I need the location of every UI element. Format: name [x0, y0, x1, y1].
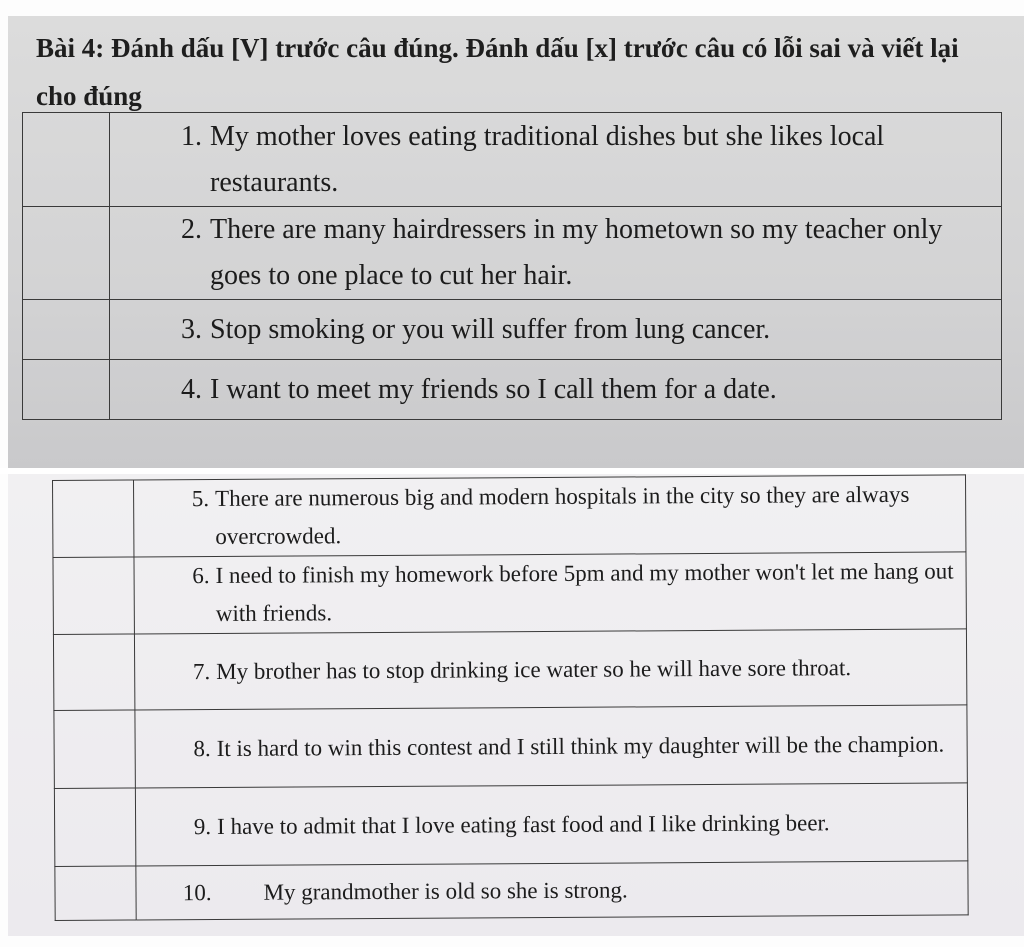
- answer-mark-cell-5[interactable]: [53, 480, 134, 557]
- item-sentence: My brother has to stop drinking ice water so he will have sore throat.: [216, 654, 852, 684]
- item-number: 9.: [193, 813, 212, 839]
- sentence-cell: [110, 113, 1002, 207]
- item-sentence: Stop smoking or you will suffer from lung cancer.: [210, 313, 771, 345]
- exercise-table-2: [52, 474, 969, 921]
- item-number: 7.: [192, 658, 211, 684]
- sentence-cell: [135, 705, 967, 788]
- exercise-heading: Bài 4: Đánh dấu [V] trước câu đúng. Đánh dấu [x] trước câu có lỗi sai và viết lại cho đúng: [36, 33, 959, 111]
- item-sentence: I have to admit that I love eating fast food and I like drinking beer.: [217, 809, 830, 839]
- answer-mark-cell-1[interactable]: [23, 113, 110, 207]
- sentence-cell: [136, 861, 968, 920]
- exercise-table-1: [22, 112, 1002, 420]
- table-row: [54, 705, 967, 789]
- item-number: 3.: [181, 313, 202, 345]
- item-number: 5.: [191, 486, 210, 512]
- item-number: 2.: [181, 214, 202, 245]
- sentence-cell: [110, 207, 1002, 300]
- table-row: [53, 629, 966, 711]
- item-number: 4.: [181, 373, 202, 405]
- item-number: 10.: [182, 879, 212, 905]
- item-sentence: I need to finish my homework before 5pm and my mother won't let me hang out with friends.: [215, 558, 954, 627]
- item-sentence: It is hard to win this contest and I still think my daughter will be the champion.: [216, 731, 945, 761]
- answer-mark-cell-2[interactable]: [23, 207, 110, 300]
- answer-mark-cell-3[interactable]: [23, 300, 110, 360]
- answer-mark-cell-9[interactable]: [54, 788, 135, 866]
- item-sentence: My mother loves eating traditional dishes but she likes local restaurants.: [210, 120, 885, 198]
- table-row: [54, 783, 967, 867]
- answer-mark-cell-8[interactable]: [54, 710, 135, 788]
- answer-mark-cell-7[interactable]: [53, 634, 134, 710]
- sentence-cell: [134, 629, 966, 710]
- sentence-cell: [134, 475, 966, 557]
- item-number: 8.: [193, 735, 211, 761]
- sentence-cell: [135, 783, 967, 866]
- answer-mark-cell-10[interactable]: [55, 866, 136, 920]
- item-sentence: I want to meet my friends so I call them for a date.: [210, 373, 777, 405]
- item-number: 6.: [192, 563, 210, 589]
- sentence-cell: [110, 300, 1002, 360]
- item-sentence: There are numerous big and modern hospitals in the city so they are always overcrowded.: [215, 481, 910, 550]
- sentence-cell: [110, 360, 1002, 420]
- table-row: [23, 207, 1002, 300]
- table-row: [53, 475, 966, 558]
- table-row: [23, 300, 1002, 360]
- table-row: [23, 360, 1002, 420]
- sentence-cell: [134, 552, 966, 634]
- item-sentence: There are many hairdressers in my hometown so my teacher only goes to one place to cut her hair.: [210, 214, 943, 291]
- table-row: [55, 861, 968, 921]
- item-number: 1.: [181, 120, 202, 152]
- table-row: [23, 113, 1002, 207]
- table-row: [53, 552, 966, 635]
- answer-mark-cell-4[interactable]: [23, 360, 110, 420]
- answer-mark-cell-6[interactable]: [53, 557, 134, 634]
- item-sentence: My grandmother is old so she is strong.: [263, 876, 628, 905]
